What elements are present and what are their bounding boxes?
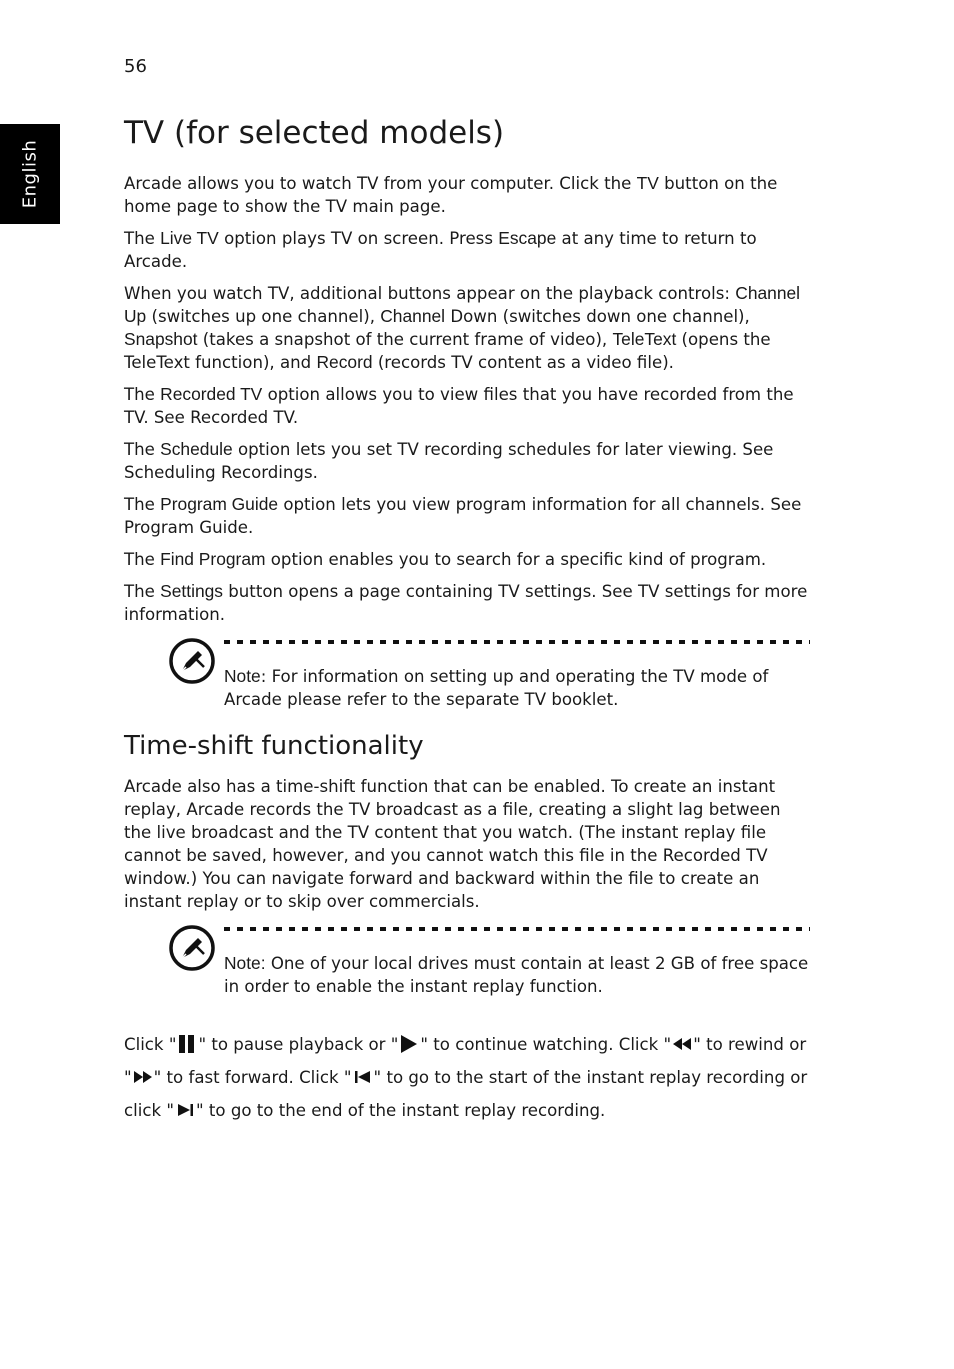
keyword-escape: Escape — [498, 228, 557, 248]
note-label: Note: — [224, 953, 266, 973]
note-box-local-drive — [124, 927, 810, 998]
language-tab-label: English — [19, 139, 41, 209]
keyword-program-guide: Program Guide — [160, 494, 279, 514]
skip-to-end-icon — [174, 1100, 196, 1120]
keyword-live-tv: Live TV — [160, 228, 219, 248]
pause-icon — [176, 1034, 198, 1054]
keyword-channel-up: Channel Up — [124, 283, 801, 326]
keyword-settings: Settings — [160, 581, 223, 601]
keyword-channel: Channel — [380, 306, 446, 326]
skip-to-start-icon — [352, 1067, 374, 1087]
paragraph-time-shift: Arcade also has a time-shift function that can be enabled. To create an instant replay, Arcade records the TV broadcast as a file, creating a slight lag between the live broadcast and the TV content that you watch. (The instant replay file cannot be saved, however, and you cannot watch this file in the Recorded TV window.) You can navigate forward and backward within the file to create an instant replay or to skip over commercials. — [124, 777, 781, 911]
note-pen-icon — [168, 637, 216, 685]
keyword-find-program: Find Program — [160, 549, 266, 569]
paragraph-settings: The Settings button opens a page containing TV settings. See TV settings for more information. — [124, 581, 808, 624]
main-content — [124, 112, 810, 1127]
keyword-teletext: TeleText — [612, 329, 677, 349]
keyword-recorded-tv: Recorded TV — [160, 384, 263, 404]
paragraph-schedule: The Schedule option lets you set TV recording schedules for later viewing. See Scheduling Recordings. — [124, 439, 774, 482]
note-dotted-rule — [224, 927, 810, 931]
rewind-icon — [671, 1034, 693, 1054]
keyword-schedule: Schedule — [160, 439, 233, 459]
paragraph-playback-controls: When you watch TV, additional buttons appear on the playback controls: Channel Up (switches up one channel), Channel Down (switches down one channel), Snapshot (takes a snapshot of the current frame of video), TeleText (opens the TeleText function), and Record (records TV content as a video file). — [124, 283, 801, 372]
page-title: TV (for selected models) — [124, 115, 505, 151]
keyword-snapshot: Snapshot — [124, 329, 198, 349]
fast-forward-icon — [132, 1067, 154, 1087]
note-dotted-rule — [224, 640, 810, 644]
paragraph-find-program: The Find Program option enables you to search for a specific kind of program. — [124, 549, 767, 569]
paragraph-live-tv: The Live TV option plays TV on screen. Press Escape at any time to return to Arcade. — [124, 228, 757, 271]
keyword-record: Record — [316, 352, 373, 372]
paragraph-controls: Click " " to pause playback or " " to continue watching. Click " " to rewind or " " to fast forward. Click " " to go to the start of the instant replay recording or click " " to go to the end of the instant replay recording. — [124, 1035, 808, 1120]
language-tab — [0, 124, 60, 224]
keyword-tv: TV — [636, 173, 659, 193]
page-number: 56 — [124, 56, 147, 77]
paragraph-program-guide: The Program Guide option lets you view program information for all channels. See Program Guide. — [124, 494, 802, 537]
note-box-tv-booklet — [124, 640, 810, 711]
note-label: Note — [224, 666, 261, 686]
note-pen-icon — [168, 924, 216, 972]
note-text: Note: For information on setting up and operating the TV mode of Arcade please refer to the separate TV booklet. — [224, 666, 769, 709]
section-heading-time-shift: Time-shift functionality — [124, 731, 424, 761]
play-icon — [398, 1034, 420, 1054]
paragraph-tv-intro: Arcade allows you to watch TV from your computer. Click the TV button on the home page to show the TV main page. — [124, 173, 778, 216]
paragraph-recorded-tv: The Recorded TV option allows you to view files that you have recorded from the TV. See Recorded TV. — [124, 384, 794, 427]
note-text: Note: One of your local drives must contain at least 2 GB of free space in order to enable the instant replay function. — [224, 953, 809, 996]
playback-controls-description — [124, 1028, 810, 1127]
